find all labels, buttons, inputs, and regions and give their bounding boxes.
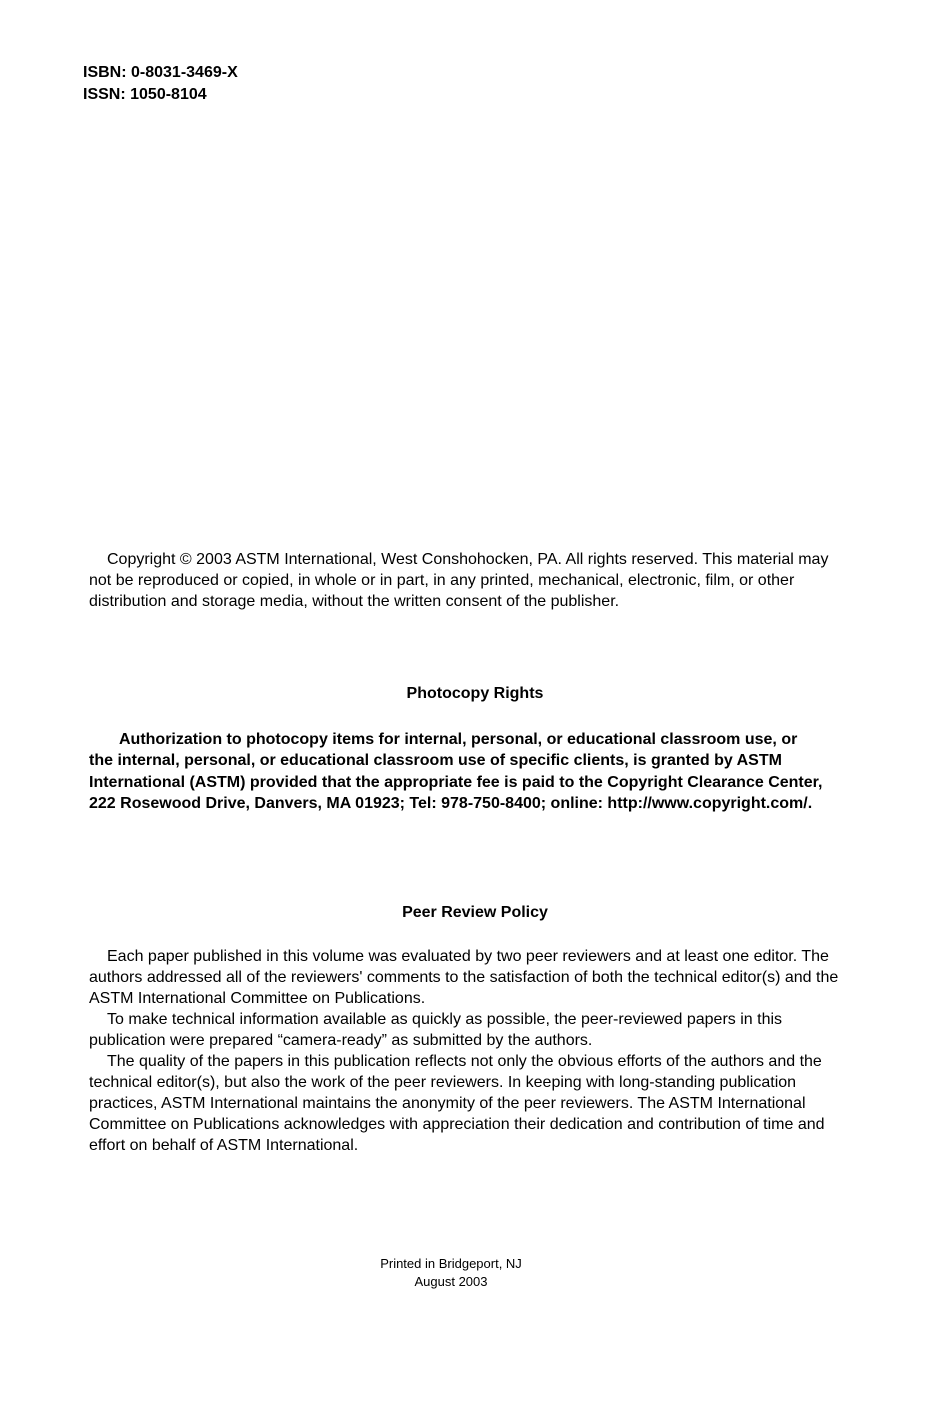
issn-number: ISSN: 1050-8104 xyxy=(83,86,207,103)
printed-date: August 2003 xyxy=(414,1274,488,1289)
identifier-block xyxy=(83,62,238,106)
peer-review-paragraph: Each paper published in this volume was evaluated by two peer reviewers and at least one editor. The authors addressed all of the reviewers' comments to the satisfaction of both the technical editor(s) and the ASTM International Committee on Publications. xyxy=(89,948,839,1007)
peer-review-paragraph: The quality of the papers in this publication reflects not only the obvious efforts of the authors and the technical editor(s), but also the work of the peer reviewers. In keeping with long-standing publication practices, ASTM International maintains the anonymity of the peer reviewers. The ASTM International Committee on Publications acknowledges with appreciation their dedication and contribution of time and effort on behalf of ASTM International. xyxy=(89,1053,825,1154)
copyright-notice: Copyright © 2003 ASTM International, West Conshohocken, PA. All rights reserved. This material may not be reproduced or copied, in whole or in part, in any printed, mechanical, electronic, film, or other distribution and storage media, without the written consent of the publisher. xyxy=(89,551,829,610)
peer-review-paragraph: To make technical information available as quickly as possible, the peer-reviewed papers in this publication were prepared “camera-ready” as submitted by the authors. xyxy=(89,1011,783,1049)
peer-review-heading: Peer Review Policy xyxy=(402,904,548,921)
isbn-number: ISBN: 0-8031-3469-X xyxy=(83,64,238,81)
photocopy-rights-heading: Photocopy Rights xyxy=(406,685,544,702)
peer-review-text xyxy=(89,946,849,1156)
photocopy-rights-text: Authorization to photocopy items for internal, personal, or educational classroom use, or the internal, personal, or educational classroom use of specific clients, is granted by ASTM International (ASTM) provided that the appropriate fee is paid to the Copyright Clearance Center, 222 Rosewood Drive, Danvers, MA 01923; Tel: 978-750-8400; online: http://www.copyright.com/. xyxy=(89,731,823,813)
printed-location: Printed in Bridgeport, NJ xyxy=(380,1256,522,1271)
